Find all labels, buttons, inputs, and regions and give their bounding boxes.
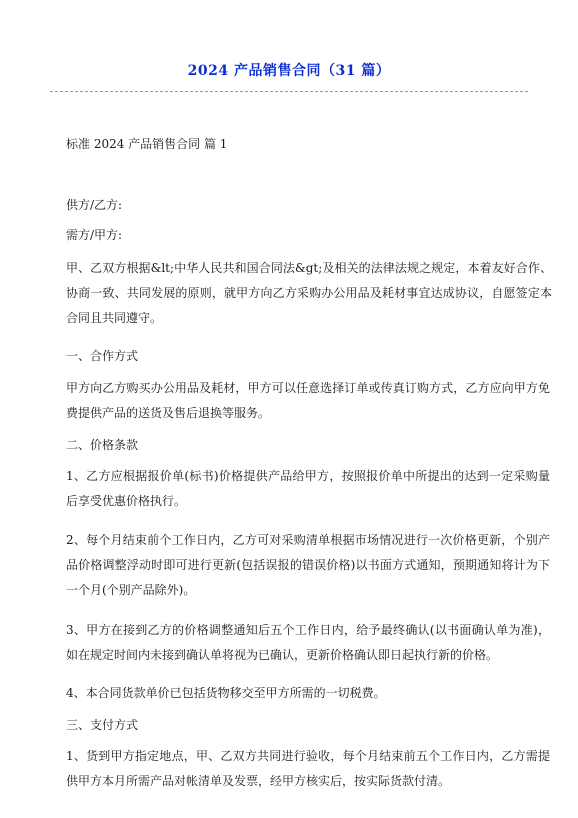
paragraph: 4、本合同货款单价已包括货物移交至甲方所需的一切税费。 — [66, 686, 386, 700]
price-clause — [66, 464, 550, 514]
price-clause — [66, 528, 550, 603]
paragraph: 2、每个月结束前个工作日内，乙方可对采购清单根据市场情况进行一次价格更新，个别产品价格调整浮动时即可进行更新(包括误报的错误价格)以书面方式通知，预期通知将计为下一个月(个别产品除外)。 — [66, 533, 550, 597]
section-heading — [66, 344, 550, 369]
price-clause — [66, 618, 550, 668]
paragraph: 1、乙方应根据报价单(标书)价格提供产品给甲方，按照报价单中所提出的达到一定采购量后享受优惠价格执行。 — [66, 469, 550, 508]
subtitle-text: 标准 2024 产品销售合同 篇 1 — [66, 137, 228, 151]
cooperation-clause — [66, 376, 550, 426]
section-heading — [66, 713, 550, 738]
document-title: 2024 产品销售合同（31 篇） — [187, 63, 391, 79]
supplier-line — [66, 193, 550, 218]
section-heading — [66, 433, 550, 458]
paragraph: 1、货到甲方指定地点，甲、乙双方共同进行验收，每个月结束前五个工作日内，乙方需提供甲方本月所需产品对帐清单及发票，经甲方核实后，按实际货款付清。 — [66, 749, 550, 788]
document-subtitle — [66, 132, 550, 157]
paragraph: 3、甲方在接到乙方的价格调整通知后五个工作日内，给予最终确认(以书面确认单为准)，如在规定时间内未接到确认单将视为已确认，更新价格确认即日起执行新的价格。 — [66, 623, 550, 662]
paragraph: 需方/甲方: — [66, 228, 123, 242]
paragraph: 三、支付方式 — [66, 718, 139, 732]
price-clause — [66, 681, 550, 706]
payment-clause — [66, 744, 550, 794]
title-divider — [50, 91, 528, 92]
preamble — [66, 256, 552, 331]
paragraph: 二、价格条款 — [66, 438, 139, 452]
paragraph: 甲、乙双方根据&lt;中华人民共和国合同法&gt;及相关的法律法规之规定，本着友好合作、协商一致、共同发展的原则，就甲方向乙方采购办公用品及耗材事宜达成协议，自愿签定本合同且共同遵守。 — [66, 261, 552, 325]
paragraph: 供方/乙方: — [66, 198, 123, 212]
buyer-line — [66, 223, 550, 248]
paragraph: 一、合作方式 — [66, 349, 139, 363]
paragraph: 甲方向乙方购买办公用品及耗材，甲方可以任意选择订单或传真订购方式，乙方应向甲方免费提供产品的送货及售后退换等服务。 — [66, 381, 550, 420]
